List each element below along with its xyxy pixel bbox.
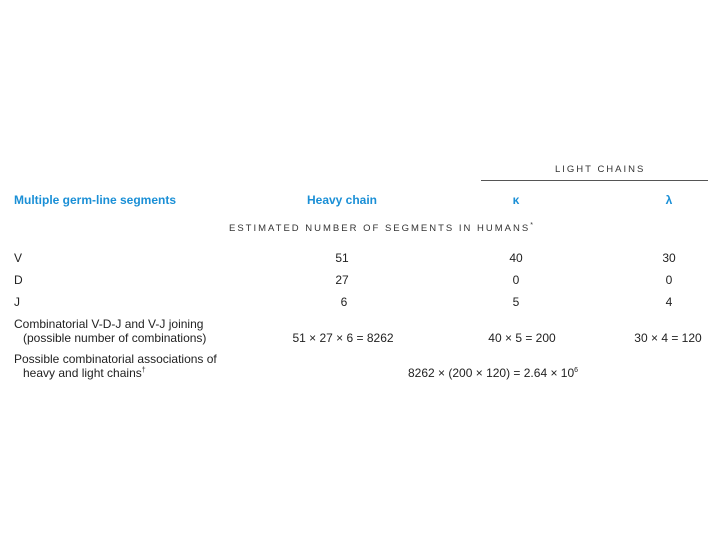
cell-j-lambda: 4 xyxy=(665,295,673,309)
light-chains-heading: LIGHT CHAINS xyxy=(555,164,646,175)
cell-j-kappa: 5 xyxy=(512,295,520,309)
row-label-d: D xyxy=(14,273,23,287)
cell-combinatorial-heavy: 51 × 27 × 6 = 8262 xyxy=(292,331,394,345)
cell-j-heavy: 6 xyxy=(340,295,348,309)
subheading-estimated-segments: ESTIMATED NUMBER OF SEGMENTS IN HUMANS* xyxy=(229,221,535,234)
cell-v-heavy: 51 xyxy=(335,251,349,265)
cell-associations-value: $8262 \times (200 \times 120) = 2.64 \times 10^6$ xyxy=(408,366,579,380)
row-label-combinatorial-note: (possible number of combinations) xyxy=(23,331,207,345)
row-label-v: V xyxy=(14,251,23,265)
column-header-kappa: κ xyxy=(512,193,520,207)
cell-combinatorial-lambda: 30 × 4 = 120 xyxy=(634,331,702,345)
row-label-j: J xyxy=(14,295,20,309)
row-label-associations: Possible combinatorial associations of xyxy=(14,352,217,366)
light-chains-rule xyxy=(481,180,708,181)
cell-v-kappa: 40 xyxy=(509,251,523,265)
column-header-heavy-chain: Heavy chain xyxy=(306,193,378,207)
cell-d-kappa: 0 xyxy=(512,273,520,287)
row-label-combinatorial: Combinatorial V-D-J and V-J joining xyxy=(14,317,204,331)
cell-d-heavy: 27 xyxy=(335,273,349,287)
cell-combinatorial-kappa: 40 × 5 = 200 xyxy=(488,331,556,345)
column-header-lambda: λ xyxy=(665,193,673,207)
cell-d-lambda: 0 xyxy=(665,273,673,287)
row-label-associations-note: heavy and light chains† xyxy=(23,366,146,380)
cell-v-lambda: 30 xyxy=(662,251,676,265)
column-header-segments: Multiple germ-line segments xyxy=(14,193,177,207)
